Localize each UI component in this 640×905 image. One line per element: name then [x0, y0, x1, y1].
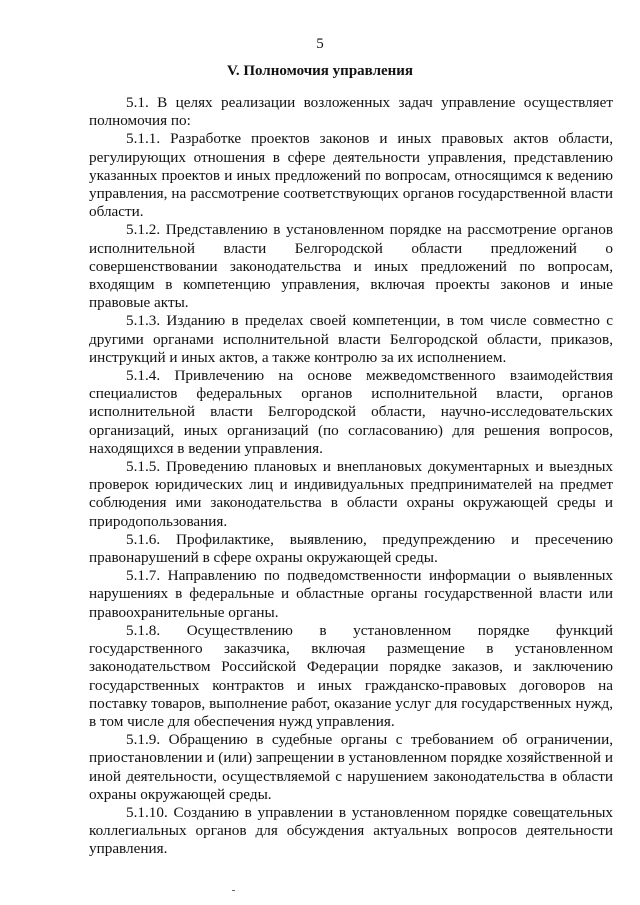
paragraph-5-1-3: 5.1.3. Изданию в пределах своей компетенции, в том числе совместно с другими органами исполнительной власти Белгородской области, приказов, инструкций и иных актов, а также контролю за их исполнением.: [89, 312, 613, 366]
paragraph-5-1-10: 5.1.10. Созданию в управлении в установленном порядке совещательных коллегиальных органов для обсуждения актуальных вопросов деятельности управления.: [89, 803, 613, 858]
paragraph-5-1-4: 5.1.4. Привлечению на основе межведомственного взаимодействия специалистов федеральных органов исполнительной власти, органов исполнительной власти Белгородской области, научно-исследовательских организаций, иных организаций (по согласованию) для решения вопросов, находящихся в ведении управления.: [89, 367, 613, 457]
document-body: [89, 94, 613, 859]
paragraph-5-1-1: 5.1.1. Разработке проектов законов и иных правовых актов области, регулирующих отношения в сфере деятельности управления, представлению указанных проектов и иных предложений по вопросам, относящимся к ведению управления, на рассмотрение соответствующих органов государственной власти области.: [89, 130, 613, 221]
section-title: V. Полномочия управления: [226, 63, 414, 79]
paragraph-5-1: 5.1. В целях реализации возложенных задач управление осуществляет полномочия по:: [89, 94, 613, 130]
paragraph-5-1-6: 5.1.6. Профилактике, выявлению, предупреждению и пресечению правонарушений в сфере охраны окружающей среды.: [89, 530, 613, 567]
paragraph-5-1-9: 5.1.9. Обращению в судебные органы с требованием об ограничении, приостановлении и (или) запрещении в установленном порядке хозяйственной и иной деятельности, осуществляемой с нарушением законодательства в области охраны окружающей среды.: [89, 731, 613, 803]
scan-mark: [232, 890, 235, 891]
page-number: 5: [316, 36, 324, 52]
paragraph-5-1-2: 5.1.2. Представлению в установленном порядке на рассмотрение органов исполнительной власти Белгородской области предложений о совершенствовании законодательства и иных предложений по вопросам, входящим в компетенцию управления, включая проекты законов и иные правовые акты.: [89, 221, 613, 312]
paragraph-5-1-8: 5.1.8. Осуществлению в установленном порядке функций государственного заказчика, включая размещение в установленном законодательством Российской Федерации порядке заказов, и заключению государственных контрактов и иных гражданско-правовых договоров на поставку товаров, выполнение работ, оказание услуг для государственных нужд, в том числе для обеспечения нужд управления.: [89, 621, 613, 730]
paragraph-5-1-7: 5.1.7. Направлению по подведомственности информации о выявленных нарушениях в федеральные и областные органы государственной власти или правоохранительные органы.: [89, 567, 613, 621]
paragraph-5-1-5: 5.1.5. Проведению плановых и внеплановых документарных и выездных проверок юридических лиц и индивидуальных предпринимателей на предмет соблюдения ими законодательства в области охраны окружающей среды и природопользования.: [89, 458, 613, 530]
